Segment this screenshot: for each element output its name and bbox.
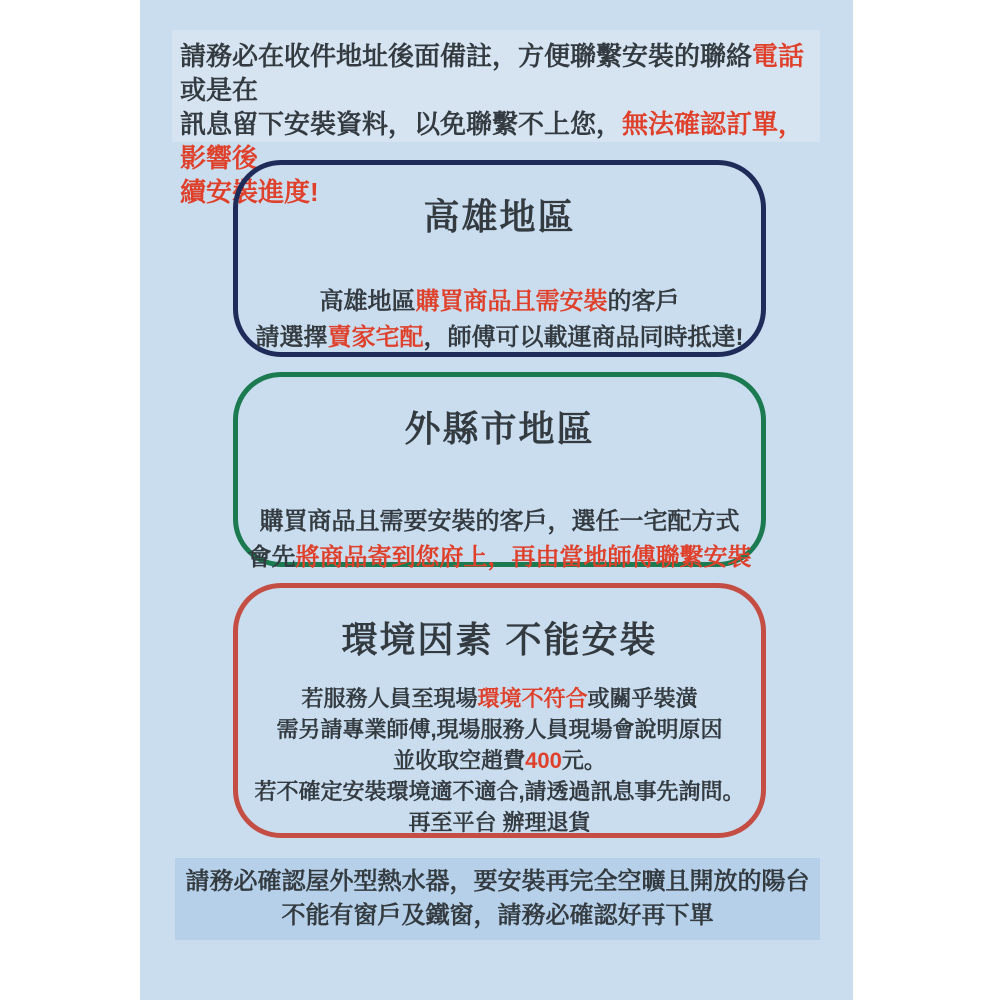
- other-counties-box: [233, 372, 766, 571]
- environment-restriction-title: 環境因素 不能安裝: [341, 619, 658, 660]
- environment-restriction-body: 若服務人員至現場環境不符合或關乎裝潢 需另請專業師傅,現場服務人員現場會說明原因 並收取空趙費400元。 若不確定安裝環境適不適合,請透過訊息事先詢問。 再至平台 辦理退貨: [254, 686, 745, 835]
- kaohsiung-area-body: 高雄地區購買商品且需安裝的客戶 請選擇賣家宅配，師傅可以載運商品同時抵達!: [255, 288, 744, 351]
- environment-restriction-box: [233, 583, 766, 838]
- bottom-notice: 請務必確認屋外型熱水器，要安裝再完全空曠且開放的陽台 不能有窗戶及鐵窗，請務必確認好再下單: [175, 858, 820, 940]
- other-counties-title: 外縣市地區: [404, 408, 595, 449]
- top-notice: 請務必在收件地址後面備註，方便聯繫安裝的聯絡電話或是在 訊息留下安裝資料，以免聯繫不上您，無法確認訂單，影響後 續安裝進度!: [172, 30, 820, 142]
- kaohsiung-area-box: [233, 160, 766, 357]
- kaohsiung-area-title: 高雄地區: [423, 196, 576, 237]
- other-counties-body: 購買商品且需要安裝的客戶，選任一宅配方式 會先將商品寄到您府上，再由當地師傅聯繫安裝: [247, 508, 752, 571]
